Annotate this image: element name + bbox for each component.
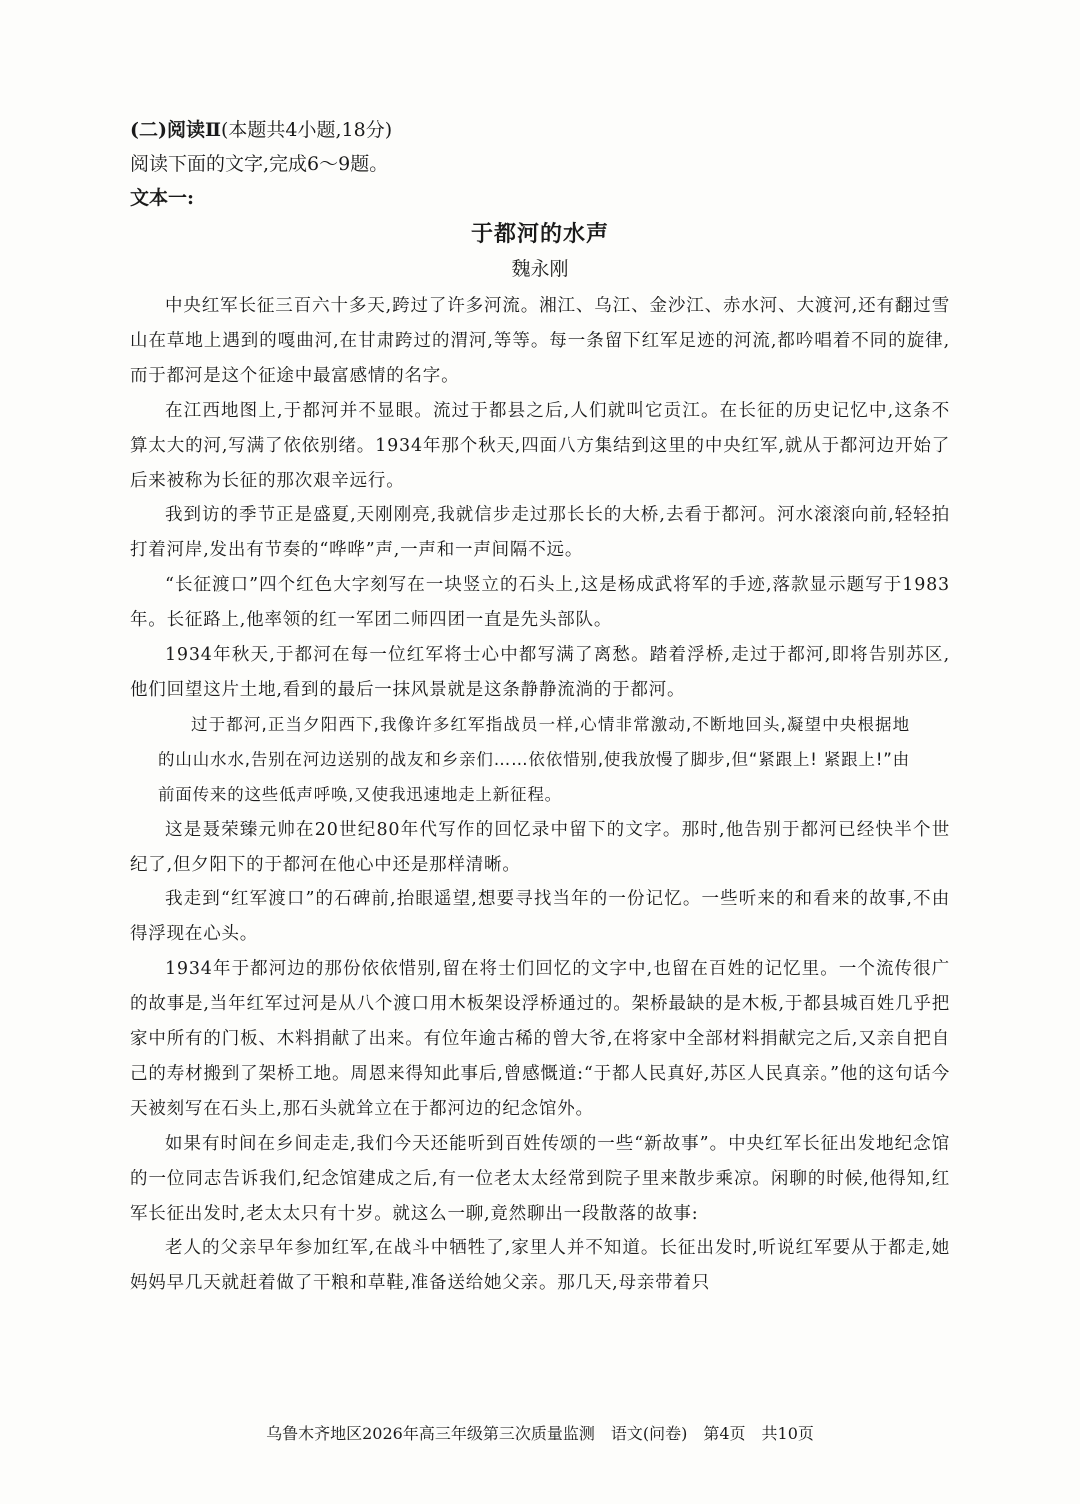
paragraph: 老人的父亲早年参加红军,在战斗中牺牲了,家里人并不知道。长征出发时,听说红军要从于都走,她妈妈早几天就赶着做了干粮和草鞋,准备送给她父亲。那几天,母亲带着只 — [130, 1238, 950, 1294]
article-author: 魏永刚 — [511, 258, 569, 280]
article-title: 于都河的水声 — [470, 221, 609, 247]
paragraph: 1934年秋天,于都河在每一位红军将士心中都写满了离愁。踏着浮桥,走过于都河,即将告别苏区,他们回望这片土地,看到的最后一抹风景就是这条静静流淌的于都河。 — [130, 645, 950, 700]
text-label: 文本一: — [130, 187, 195, 209]
paragraph: 这是聂荣臻元帅在20世纪80年代写作的回忆录中留下的文字。那时,他告别于都河已经快半个世纪了,但夕阳下的于都河在他心中还是那样清晰。 — [130, 819, 950, 875]
section-points: (本题共4小题,18分) — [221, 119, 393, 141]
paragraph: 在江西地图上,于都河并不显眼。流过于都县之后,人们就叫它贡江。在长征的历史记忆中,这条不算太大的河,写满了依依别绪。1934年那个秋天,四面八方集结到这里的中央红军,就从于都河边开始了后来被称为长征的那次艰辛远行。 — [130, 400, 950, 491]
page-footer: 乌鲁木齐地区2026年高三年级第三次质量监测 语文(问卷) 第4页 共10页 — [266, 1424, 814, 1443]
section-header — [130, 116, 392, 144]
paragraph: 如果有时间在乡间走走,我们今天还能听到百姓传颂的一些“新故事”。中央红军长征出发地纪念馆的一位同志告诉我们,纪念馆建成之后,有一位老太太经常到院子里来散步乘凉。闲聊的时候,他得知,红军长征出发时,老太太只有十岁。就这么一聊,竟然聊出一段散落的故事: — [130, 1133, 950, 1224]
article-body — [130, 289, 950, 1301]
paragraph: 我走到“红军渡口”的石碑前,抬眼遥望,想要寻找当年的一份记忆。一些听来的和看来的故事,不由得浮现在心头。 — [130, 889, 950, 945]
instruction: 阅读下面的文字,完成6～9题。 — [130, 153, 389, 175]
block-quote: 过于都河,正当夕阳西下,我像许多红军指战员一样,心情非常激动,不断地回头,凝望中央根据地的山山水水,告别在河边送别的战友和乡亲们……依依惜别,使我放慢了脚步,但“紧跟上! 紧跟上!”由前面传来的这些低声呼唤,又使我迅速地走上新征程。 — [158, 714, 910, 804]
paragraph: “长征渡口”四个红色大字刻写在一块竖立的石头上,这是杨成武将军的手迹,落款显示题写于1983年。长征路上,他率领的红一军团二师四团一直是先头部队。 — [130, 575, 950, 631]
paragraph: 1934年于都河边的那份依依惜别,留在将士们回忆的文字中,也留在百姓的记忆里。一个流传很广的故事是,当年红军过河是从八个渡口用木板架设浮桥通过的。架桥最缺的是木板,于都县城百姓几乎把家中所有的门板、木料捐献了出来。有位年逾古稀的曾大爷,在将家中全部材料捐献完之后,又亲自把自己的寿材搬到了架桥工地。周恩来得知此事后,曾感慨道:“于都人民真好,苏区人民真亲。”他的这句话今天被刻写在石头上,那石头就耸立在于都河边的纪念馆外。 — [130, 959, 950, 1119]
paragraph: 中央红军长征三百六十多天,跨过了许多河流。湘江、乌江、金沙江、赤水河、大渡河,还有翻过雪山在草地上遇到的嘎曲河,在甘肃跨过的渭河,等等。每一条留下红军足迹的河流,都吟唱着不同的旋律,而于都河是这个征途中最富感情的名字。 — [130, 296, 950, 386]
paragraph: 我到访的季节正是盛夏,天刚刚亮,我就信步走过那长长的大桥,去看于都河。河水滚滚向前,轻轻拍打着河岸,发出有节奏的“哗哗”声,一声和一声间隔不远。 — [130, 505, 950, 561]
section-title: (二)阅读Ⅱ — [130, 119, 221, 141]
